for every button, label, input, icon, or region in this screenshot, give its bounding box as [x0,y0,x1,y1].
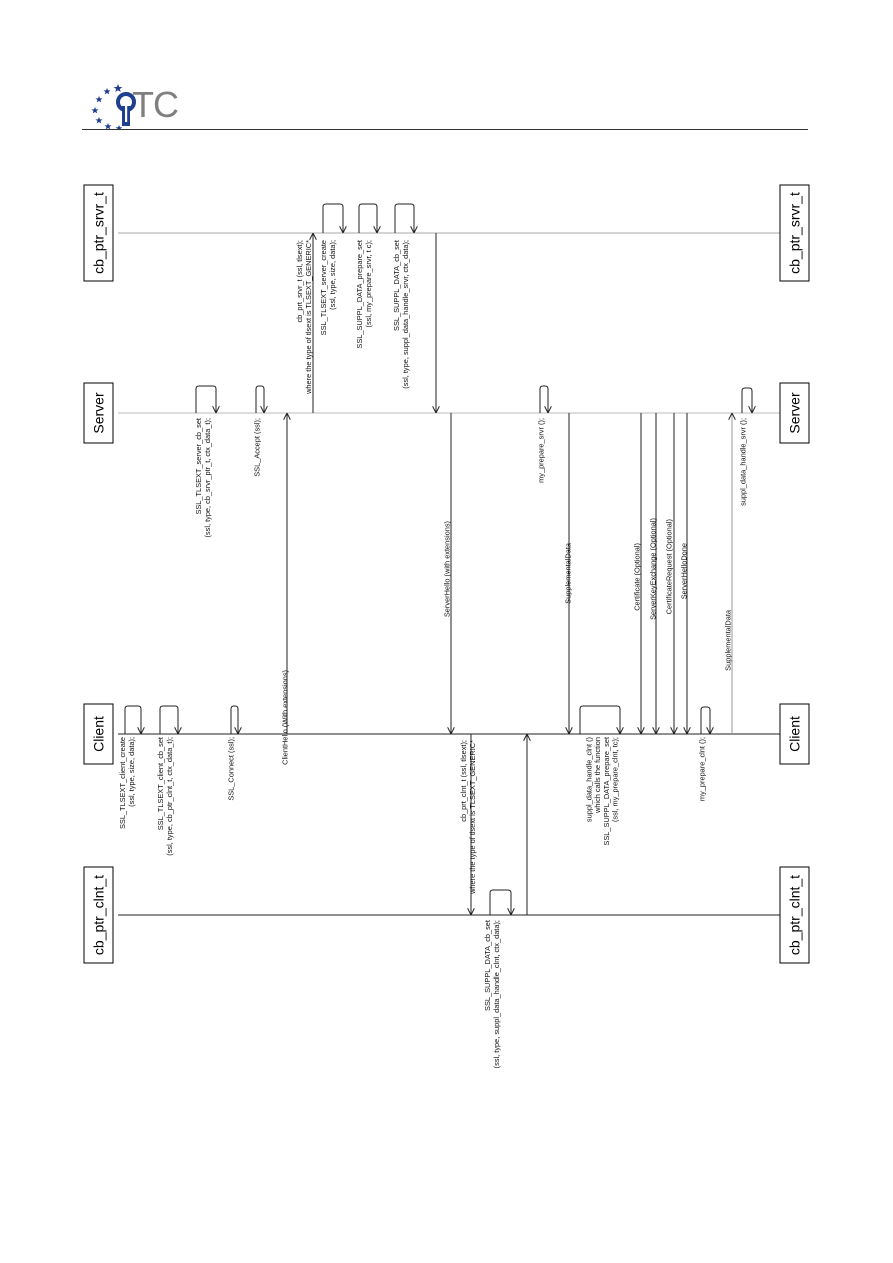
message-label: ServerHello (with extensions) [442,521,452,618]
actor-box-client-right [780,704,809,764]
message-arrow [680,413,689,734]
actor-label: cb_ptr_srvr_t [90,192,107,274]
message-label: (ssl, type, cb_ptr_clnt_t, ctx_data_t); [164,737,174,856]
message-arrow [724,413,733,734]
message-label: SSL_SUPPL_DATA_cb_set [483,920,493,1011]
self-call [118,706,141,829]
actor-box-cb_clnt-right [780,867,809,963]
self-call [227,706,239,801]
message-label: where the type of tlsext is TLSEXT_GENERIC* [303,240,313,394]
actor-box-cb_srv-left [84,185,113,281]
message-arrow [281,413,290,765]
actor-label: cb_ptr_srvr_t [786,192,803,274]
message-label: SSL_SUPPL_DATA_prepare_set [355,240,365,349]
message-arrow [295,233,313,413]
message-label: ServerKeyExchange (Optional) [648,518,658,620]
actor-label: Server [786,392,803,434]
actor-label: Client [90,716,107,752]
message-label: ServerHelloDone [679,543,689,600]
self-call [355,204,377,349]
actor-box-cb_clnt-left [84,867,113,963]
message-label: SSL_Connect (ssl); [226,737,236,801]
message-label: SSL_Accept (ssl); [252,418,262,477]
message-label: SupplementalData [563,543,573,604]
logo-text: TC [132,84,178,125]
message-label: ClientHello (With extensions) [280,670,290,765]
message-arrow [459,734,477,915]
actor-box-server-left [84,383,113,443]
self-call [194,386,216,538]
self-call [156,706,178,856]
self-call [319,204,343,335]
messages [118,204,752,1068]
message-label: (ssl, type, size, data); [126,737,136,807]
message-label: SSL_TLSEXT_client_create [118,737,128,830]
message-arrow [443,413,452,734]
self-call [253,386,265,477]
message-label: SupplementalData [723,610,733,671]
message-label: my_prepare_clnt (); [697,737,707,802]
self-call [580,706,620,846]
message-label: SSL_TLSEXT_client_cb_set [156,737,166,831]
message-label: SSL_SUPPL_DATA_cb_set [392,240,402,331]
actor-label: cb_ptr_clnt_t [786,874,803,956]
message-arrow [665,413,675,734]
message-label: SSL_SUPPL_DATA_prepare_set [601,737,611,846]
message-label: cb_prt_clnt_t (ssl, tlsext); [459,740,469,822]
message-label: which calls the function [593,737,603,813]
message-label: suppl_data_handle_srvr (); [738,418,748,506]
actor-label: cb_ptr_clnt_t [90,874,107,956]
actor-box-server-right [780,383,809,443]
message-label: (ssl, my_prepare_srvr, t c); [363,240,373,328]
message-arrow [649,413,658,734]
actor-label: Server [90,392,107,434]
message-label: (ssl, type, suppl_data_handle_clnt, ctx_data); [491,920,501,1069]
message-label: my_prepare_srvr (); [536,418,546,483]
self-call [483,890,511,1068]
message-label: where the type of tlsext is TLSEXT_GENERIC* [467,740,477,894]
message-label: CertificateRequest (Optional) [664,519,674,615]
self-call [739,388,753,506]
message-label: SSL_TLSEXT_server_cb_set [194,418,204,515]
actor-box-client-left [84,704,113,764]
message-label: (ssl, type, suppl_data_handle_srvr, ctx_data); [400,240,410,389]
self-call [698,707,711,801]
self-call [537,386,549,483]
message-label: (ssl, type, cb_srvr_ptr_t, ctx_data_t); [202,418,212,538]
message-label: SSL_TLSEXT_server_create [319,240,329,336]
message-label: suppl_data_handle_clnt () [584,737,594,823]
message-label: cb_prt_srvr_t (ssl, tlsext); [295,240,305,323]
message-label: (ssl, type, size, data); [327,240,337,310]
message-label: (ssl, my_prepare_clnt, tc); [610,737,620,823]
message-label: Certificate (Optional) [632,543,642,611]
message-arrow [564,413,573,734]
message-arrow [633,413,642,734]
self-call [392,204,414,389]
actor-box-cb_srv-right [780,185,809,281]
actor-label: Client [786,716,803,752]
